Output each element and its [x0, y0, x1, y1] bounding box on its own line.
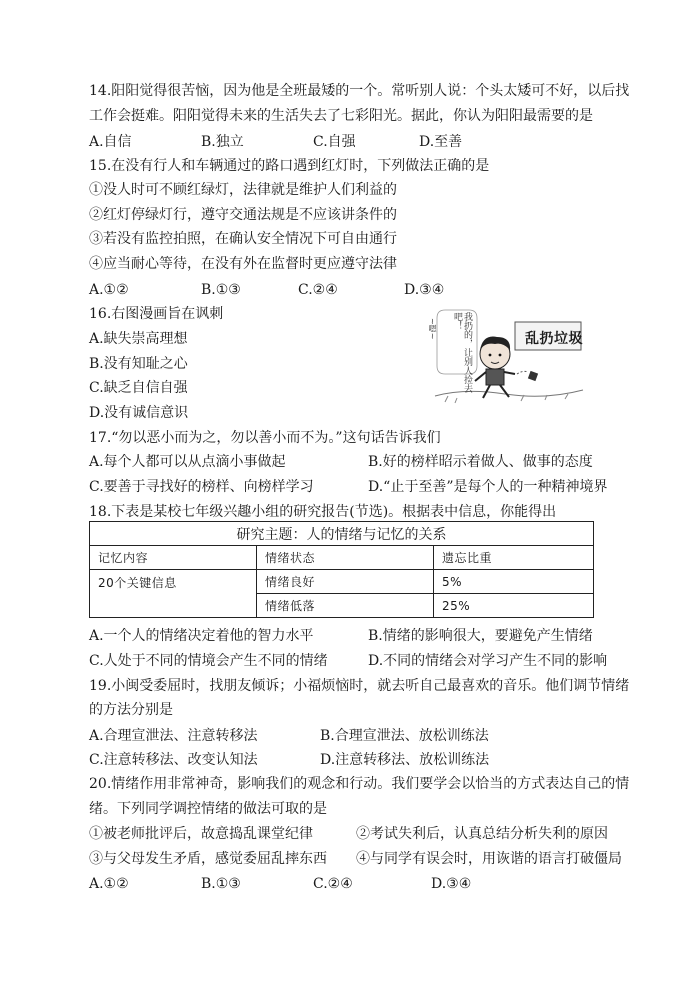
q20-item-2: ②考试失利后，认真总结分析失利的原因 — [356, 826, 608, 842]
q15-option-d[interactable]: D.③④ — [404, 282, 445, 298]
q18-option-b[interactable]: B.情绪的影响很大，要避免产生情绪 — [368, 628, 593, 644]
q20-item-3: ③与父母发生矛盾，感觉委屈乱摔东西 — [89, 851, 327, 867]
research-table — [89, 521, 594, 618]
cartoon-sign-text: 乱扔垃圾 — [525, 331, 583, 347]
table-header-content: 记忆内容 — [90, 546, 257, 570]
q16-option-c[interactable]: C.缺乏自信自强 — [89, 380, 188, 396]
q20-stem-line1: 20.情绪作用非常神奇，影响我们的观念和行动。我们要学会以恰当的方式表达自己的情 — [89, 776, 630, 792]
q17-option-a[interactable]: A.每个人都可以从点滴小事做起 — [89, 454, 286, 470]
q19-option-a[interactable]: A.合理宣泄法、注意转移法 — [89, 728, 258, 744]
q14-option-a[interactable]: A.自信 — [89, 134, 132, 150]
q16-option-d[interactable]: D.没有诚信意识 — [89, 405, 189, 421]
q17-option-c[interactable]: C.要善于寻找好的榜样、向榜样学习 — [89, 479, 314, 495]
q18-stem: 18.下表是某校七年级兴趣小组的研究报告(节选)。根据表中信息，你能得出 — [89, 504, 557, 520]
q14-stem-line2: 工作会挺难。阳阳觉得未来的生活失去了七彩阳光。据此，你认为阳阳最需要的是 — [89, 108, 593, 124]
q17-option-d[interactable]: D.“止于至善”是每个人的一种精神境界 — [368, 479, 608, 495]
q15-item-3: ③若没有监控拍照，在确认安全情况下可自由通行 — [89, 231, 397, 247]
q20-option-b[interactable]: B.①③ — [201, 876, 241, 892]
q19-option-d[interactable]: D.注意转移法、放松训练法 — [320, 752, 490, 768]
q18-option-d[interactable]: D.不同的情绪会对学习产生不同的影响 — [368, 653, 608, 669]
q15-option-b[interactable]: B.①③ — [201, 282, 241, 298]
table-title: 研究主题：人的情绪与记忆的关系 — [90, 522, 594, 546]
table-cell-state-1: 情绪良好 — [257, 570, 434, 594]
q15-option-c[interactable]: C.②④ — [298, 282, 338, 298]
q16-option-b[interactable]: B.没有知耻之心 — [89, 356, 188, 372]
table-cell-ratio-2: 25% — [434, 594, 594, 618]
q20-item-1: ①被老师批评后，故意捣乱课堂纪律 — [89, 826, 313, 842]
table-cell-content: 20个关键信息 — [90, 570, 257, 618]
table-header-state: 情绪状态 — [257, 546, 434, 570]
cartoon-illustration — [425, 304, 585, 406]
q19-option-b[interactable]: B.合理宣泄法、放松训练法 — [320, 728, 489, 744]
q19-stem-line2: 的方法分别是 — [89, 702, 173, 718]
q20-option-a[interactable]: A.①② — [89, 876, 129, 892]
q14-option-b[interactable]: B.独立 — [201, 134, 244, 150]
q16-option-a[interactable]: A.缺失崇高理想 — [89, 331, 188, 347]
q20-stem-line2: 绪。下列同学调控情绪的做法可取的是 — [89, 801, 327, 817]
q19-option-c[interactable]: C.注意转移法、改变认知法 — [89, 752, 258, 768]
q17-option-b[interactable]: B.好的榜样昭示着做人、做事的态度 — [368, 454, 593, 470]
cartoon-speech-text: 我扔的，让别人捡去吧！ — [452, 312, 472, 393]
table-cell-ratio-1: 5% — [434, 570, 594, 594]
q15-item-4: ④应当耐心等待，在没有外在监督时更应遵守法律 — [89, 256, 397, 272]
q15-stem: 15.在没有行人和车辆通过的路口遇到红灯时，下列做法正确的是 — [89, 158, 490, 174]
q16-stem: 16.右图漫画旨在讽刺 — [89, 306, 224, 322]
q20-option-c[interactable]: C.②④ — [313, 876, 353, 892]
q20-item-4: ④与同学有误会时，用诙谐的语言打破僵局 — [356, 851, 622, 867]
q14-option-c[interactable]: C.自强 — [313, 134, 356, 150]
q15-item-1: ①没人时可不顾红绿灯，法律就是维护人们利益的 — [89, 182, 397, 198]
table-cell-state-2: 情绪低落 — [257, 594, 434, 618]
q14-stem-line1: 14.阳阳觉得很苦恼，因为他是全班最矮的一个。常听别人说：个头太矮可不好，以后找 — [89, 83, 630, 99]
q15-option-a[interactable]: A.①② — [89, 282, 129, 298]
q17-stem: 17.“勿以恶小而为之，勿以善小而不为。”这句话告诉我们 — [89, 430, 441, 446]
q14-option-d[interactable]: D.至善 — [419, 134, 463, 150]
q18-option-c[interactable]: C.人处于不同的情境会产生不同的情绪 — [89, 653, 328, 669]
q19-stem-line1: 19.小闽受委屈时，找朋友倾诉；小福烦恼时，就去听自己最喜欢的音乐。他们调节情绪 — [89, 678, 630, 694]
q20-option-d[interactable]: D.③④ — [431, 876, 472, 892]
q15-item-2: ②红灯停绿灯行，遵守交通法规是不应该讲条件的 — [89, 207, 397, 223]
q18-option-a[interactable]: A.一个人的情绪决定着他的智力水平 — [89, 628, 314, 644]
cartoon-ellipsis: ~嗯~ — [428, 318, 437, 340]
table-header-ratio: 遗忘比重 — [434, 546, 594, 570]
